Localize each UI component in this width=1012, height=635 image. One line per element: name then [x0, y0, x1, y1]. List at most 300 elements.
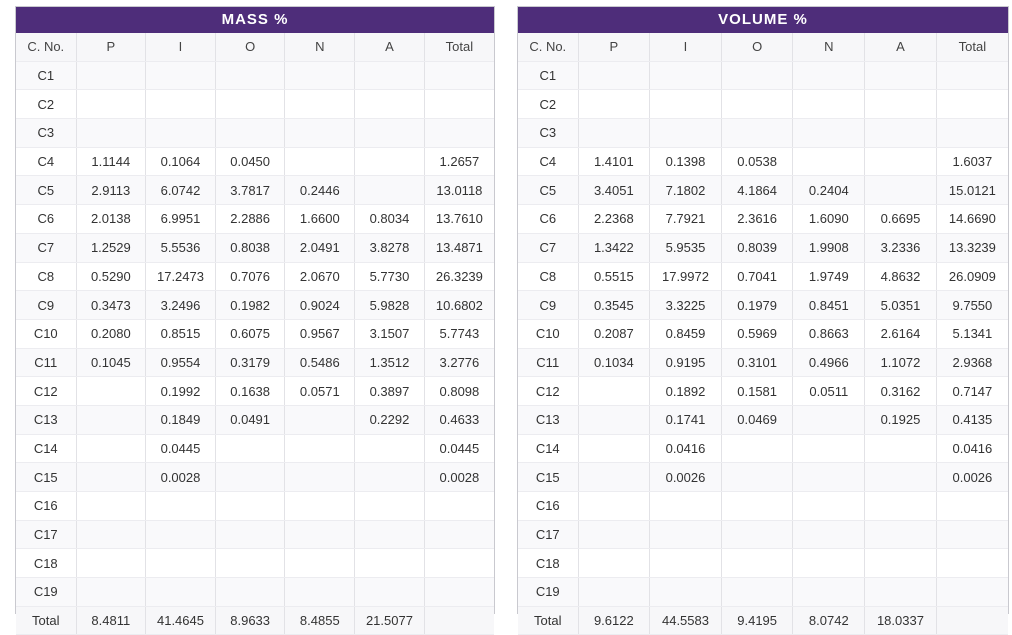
table-cell — [936, 520, 1008, 549]
table-cell: 4.8632 — [865, 262, 937, 291]
table-cell: 13.7610 — [424, 205, 494, 234]
carbon-number-cell: C8 — [16, 262, 76, 291]
volume-column-header: P — [578, 33, 650, 61]
table-row — [16, 61, 494, 90]
table-cell: 7.7921 — [650, 205, 722, 234]
table-cell: 14.6690 — [936, 205, 1008, 234]
table-cell — [424, 549, 494, 578]
table-row — [518, 262, 1008, 291]
table-cell: 17.2473 — [146, 262, 216, 291]
table-cell — [578, 405, 650, 434]
table-cell: 0.5290 — [76, 262, 146, 291]
table-row — [518, 377, 1008, 406]
carbon-number-cell: C6 — [16, 205, 76, 234]
table-cell — [936, 549, 1008, 578]
table-row — [518, 434, 1008, 463]
table-cell: 1.9908 — [793, 233, 865, 262]
table-cell — [355, 90, 425, 119]
table-row — [518, 578, 1008, 607]
table-cell: 3.3225 — [650, 291, 722, 320]
table-row — [518, 291, 1008, 320]
table-cell: 0.8098 — [424, 377, 494, 406]
table-row — [16, 377, 494, 406]
table-row — [518, 119, 1008, 148]
table-cell: 0.1892 — [650, 377, 722, 406]
table-cell — [355, 119, 425, 148]
carbon-number-cell: C13 — [518, 405, 578, 434]
table-cell: 0.3101 — [721, 348, 793, 377]
table-row — [518, 549, 1008, 578]
carbon-number-cell: C18 — [16, 549, 76, 578]
table-cell: 0.1979 — [721, 291, 793, 320]
table-cell — [76, 90, 146, 119]
table-row — [16, 233, 494, 262]
table-cell: 0.3473 — [76, 291, 146, 320]
volume-column-header: Total — [936, 33, 1008, 61]
table-cell — [215, 578, 285, 607]
table-cell — [355, 147, 425, 176]
table-cell — [793, 578, 865, 607]
volume-column-header: I — [650, 33, 722, 61]
table-cell — [865, 119, 937, 148]
total-cell: 8.9633 — [215, 606, 285, 635]
table-cell: 0.1638 — [215, 377, 285, 406]
total-cell: 9.6122 — [578, 606, 650, 635]
table-cell: 0.1034 — [578, 348, 650, 377]
table-cell — [76, 549, 146, 578]
table-cell — [424, 578, 494, 607]
table-cell — [146, 549, 216, 578]
carbon-number-cell: C17 — [16, 520, 76, 549]
table-cell: 3.2336 — [865, 233, 937, 262]
table-cell: 0.3545 — [578, 291, 650, 320]
table-cell: 0.2404 — [793, 176, 865, 205]
carbon-number-cell: C12 — [16, 377, 76, 406]
table-cell — [424, 90, 494, 119]
table-cell: 0.9024 — [285, 291, 355, 320]
table-row — [16, 463, 494, 492]
table-cell: 0.0511 — [793, 377, 865, 406]
table-cell — [355, 61, 425, 90]
table-cell: 0.0445 — [146, 434, 216, 463]
carbon-number-cell: C12 — [518, 377, 578, 406]
carbon-number-cell: C14 — [518, 434, 578, 463]
table-cell: 0.7076 — [215, 262, 285, 291]
total-cell: 18.0337 — [865, 606, 937, 635]
table-cell: 0.1581 — [721, 377, 793, 406]
table-row — [16, 205, 494, 234]
table-cell — [793, 90, 865, 119]
mass-column-header: N — [285, 33, 355, 61]
table-cell — [721, 520, 793, 549]
table-row — [518, 463, 1008, 492]
table-cell — [355, 520, 425, 549]
table-cell: 0.3897 — [355, 377, 425, 406]
table-cell — [578, 119, 650, 148]
carbon-number-cell: C11 — [518, 348, 578, 377]
table-cell: 5.0351 — [865, 291, 937, 320]
table-cell — [215, 492, 285, 521]
table-cell: 1.2529 — [76, 233, 146, 262]
table-row — [518, 319, 1008, 348]
table-cell — [285, 119, 355, 148]
table-cell — [76, 578, 146, 607]
carbon-number-cell: C2 — [16, 90, 76, 119]
table-cell — [285, 147, 355, 176]
carbon-number-cell: C3 — [518, 119, 578, 148]
table-cell — [650, 578, 722, 607]
table-row — [518, 233, 1008, 262]
carbon-number-cell: C14 — [16, 434, 76, 463]
volume-table — [518, 33, 1008, 635]
table-cell — [793, 405, 865, 434]
table-cell — [146, 492, 216, 521]
table-cell: 5.7730 — [355, 262, 425, 291]
table-cell — [865, 463, 937, 492]
mass-table — [16, 33, 494, 635]
table-cell: 2.2368 — [578, 205, 650, 234]
table-cell — [285, 492, 355, 521]
table-cell: 0.0028 — [146, 463, 216, 492]
table-cell: 0.1925 — [865, 405, 937, 434]
carbon-number-cell: C10 — [16, 319, 76, 348]
table-cell: 0.3179 — [215, 348, 285, 377]
table-cell — [721, 119, 793, 148]
total-label: Total — [518, 606, 578, 635]
volume-column-header: O — [721, 33, 793, 61]
volume-column-header: N — [793, 33, 865, 61]
table-cell — [865, 578, 937, 607]
table-cell — [285, 549, 355, 578]
table-cell: 0.1741 — [650, 405, 722, 434]
volume-total-row — [518, 606, 1008, 635]
table-cell — [865, 549, 937, 578]
total-label: Total — [16, 606, 76, 635]
table-cell: 3.1507 — [355, 319, 425, 348]
table-row — [518, 405, 1008, 434]
table-cell: 0.0450 — [215, 147, 285, 176]
table-cell — [76, 377, 146, 406]
table-cell — [865, 176, 937, 205]
mass-body — [16, 61, 494, 606]
table-cell — [936, 119, 1008, 148]
table-cell — [355, 176, 425, 205]
table-row — [16, 578, 494, 607]
mass-column-header: I — [146, 33, 216, 61]
table-cell — [793, 119, 865, 148]
table-cell: 5.9828 — [355, 291, 425, 320]
carbon-number-cell: C5 — [518, 176, 578, 205]
table-cell — [865, 147, 937, 176]
table-cell — [793, 492, 865, 521]
total-cell: 41.4645 — [146, 606, 216, 635]
table-cell: 2.3616 — [721, 205, 793, 234]
table-cell — [793, 549, 865, 578]
table-cell — [721, 578, 793, 607]
table-cell: 0.0026 — [936, 463, 1008, 492]
carbon-number-cell: C4 — [16, 147, 76, 176]
carbon-number-cell: C17 — [518, 520, 578, 549]
carbon-number-cell: C15 — [518, 463, 578, 492]
table-cell: 13.3239 — [936, 233, 1008, 262]
table-cell — [721, 434, 793, 463]
volume-title: VOLUME % — [518, 7, 1008, 33]
carbon-number-cell: C7 — [16, 233, 76, 262]
table-cell — [865, 520, 937, 549]
mass-column-header: A — [355, 33, 425, 61]
carbon-number-cell: C4 — [518, 147, 578, 176]
table-cell — [650, 492, 722, 521]
table-cell: 2.6164 — [865, 319, 937, 348]
table-cell — [793, 463, 865, 492]
mass-column-header: C. No. — [16, 33, 76, 61]
table-cell: 2.0138 — [76, 205, 146, 234]
table-cell: 0.2446 — [285, 176, 355, 205]
table-cell — [215, 90, 285, 119]
table-cell — [650, 549, 722, 578]
table-row — [16, 291, 494, 320]
table-row — [518, 176, 1008, 205]
table-row — [16, 348, 494, 377]
table-cell: 15.0121 — [936, 176, 1008, 205]
table-cell — [355, 434, 425, 463]
table-cell: 0.9554 — [146, 348, 216, 377]
table-row — [16, 520, 494, 549]
table-cell — [285, 405, 355, 434]
table-cell — [650, 119, 722, 148]
table-cell: 0.1064 — [146, 147, 216, 176]
table-cell — [578, 377, 650, 406]
table-cell — [76, 61, 146, 90]
carbon-number-cell: C15 — [16, 463, 76, 492]
table-row — [518, 147, 1008, 176]
table-cell: 0.6075 — [215, 319, 285, 348]
table-cell: 0.2080 — [76, 319, 146, 348]
table-cell: 0.1992 — [146, 377, 216, 406]
carbon-number-cell: C18 — [518, 549, 578, 578]
table-cell — [215, 520, 285, 549]
mass-header-row — [16, 33, 494, 61]
table-cell — [76, 492, 146, 521]
table-cell: 0.7041 — [721, 262, 793, 291]
carbon-number-cell: C5 — [16, 176, 76, 205]
table-cell — [215, 549, 285, 578]
total-cell: 8.4811 — [76, 606, 146, 635]
table-cell: 0.0491 — [215, 405, 285, 434]
table-cell — [285, 434, 355, 463]
mass-column-header: P — [76, 33, 146, 61]
table-row — [518, 520, 1008, 549]
table-cell — [578, 463, 650, 492]
table-cell: 1.3512 — [355, 348, 425, 377]
carbon-number-cell: C16 — [518, 492, 578, 521]
carbon-number-cell: C6 — [518, 205, 578, 234]
table-cell — [355, 463, 425, 492]
table-row — [16, 319, 494, 348]
table-cell — [146, 578, 216, 607]
table-cell: 1.3422 — [578, 233, 650, 262]
table-cell: 1.6600 — [285, 205, 355, 234]
mass-panel — [15, 6, 495, 629]
table-cell — [355, 549, 425, 578]
table-cell — [650, 61, 722, 90]
table-row — [518, 205, 1008, 234]
table-row — [518, 61, 1008, 90]
table-cell: 0.8451 — [793, 291, 865, 320]
table-cell — [865, 61, 937, 90]
table-cell: 0.5486 — [285, 348, 355, 377]
volume-column-header: C. No. — [518, 33, 578, 61]
carbon-number-cell: C9 — [16, 291, 76, 320]
table-cell — [285, 61, 355, 90]
table-cell — [650, 520, 722, 549]
carbon-number-cell: C3 — [16, 119, 76, 148]
table-row — [16, 434, 494, 463]
table-cell: 0.0416 — [936, 434, 1008, 463]
table-cell: 0.0028 — [424, 463, 494, 492]
table-cell — [578, 492, 650, 521]
table-cell: 0.6695 — [865, 205, 937, 234]
table-cell: 2.0491 — [285, 233, 355, 262]
mass-total-row — [16, 606, 494, 635]
table-cell: 0.8663 — [793, 319, 865, 348]
carbon-number-cell: C11 — [16, 348, 76, 377]
table-cell — [578, 520, 650, 549]
table-cell: 3.4051 — [578, 176, 650, 205]
table-cell — [578, 90, 650, 119]
carbon-number-cell: C16 — [16, 492, 76, 521]
table-cell: 17.9972 — [650, 262, 722, 291]
table-cell: 9.7550 — [936, 291, 1008, 320]
table-cell — [721, 492, 793, 521]
table-cell: 1.9749 — [793, 262, 865, 291]
table-cell — [146, 90, 216, 119]
table-cell — [285, 520, 355, 549]
table-cell: 0.5969 — [721, 319, 793, 348]
table-cell: 1.6037 — [936, 147, 1008, 176]
table-cell — [936, 578, 1008, 607]
table-cell: 0.8459 — [650, 319, 722, 348]
mass-column-header: O — [215, 33, 285, 61]
total-cell: 44.5583 — [650, 606, 722, 635]
table-cell — [936, 90, 1008, 119]
table-cell: 2.0670 — [285, 262, 355, 291]
carbon-number-cell: C10 — [518, 319, 578, 348]
table-cell — [721, 549, 793, 578]
table-cell — [793, 147, 865, 176]
table-cell: 1.4101 — [578, 147, 650, 176]
table-row — [16, 549, 494, 578]
table-cell — [355, 578, 425, 607]
table-cell — [146, 61, 216, 90]
table-cell: 0.0571 — [285, 377, 355, 406]
table-cell: 0.1982 — [215, 291, 285, 320]
table-cell: 0.8039 — [721, 233, 793, 262]
table-cell — [424, 520, 494, 549]
table-cell: 3.8278 — [355, 233, 425, 262]
table-cell: 6.0742 — [146, 176, 216, 205]
table-cell — [793, 61, 865, 90]
total-cell: 8.4855 — [285, 606, 355, 635]
table-cell: 0.8038 — [215, 233, 285, 262]
table-cell: 0.0538 — [721, 147, 793, 176]
mass-column-header: Total — [424, 33, 494, 61]
table-row — [518, 90, 1008, 119]
table-cell — [721, 61, 793, 90]
table-cell — [865, 90, 937, 119]
table-cell: 0.9567 — [285, 319, 355, 348]
table-cell: 0.1398 — [650, 147, 722, 176]
table-row — [518, 492, 1008, 521]
table-cell — [146, 520, 216, 549]
volume-body — [518, 61, 1008, 606]
table-cell: 0.4135 — [936, 405, 1008, 434]
table-row — [16, 90, 494, 119]
table-cell — [424, 119, 494, 148]
table-cell: 3.7817 — [215, 176, 285, 205]
table-cell: 1.1072 — [865, 348, 937, 377]
table-row — [16, 176, 494, 205]
table-cell: 13.4871 — [424, 233, 494, 262]
volume-panel — [517, 6, 1009, 629]
table-cell — [793, 520, 865, 549]
table-cell: 0.1045 — [76, 348, 146, 377]
table-cell: 6.9951 — [146, 205, 216, 234]
table-cell: 4.1864 — [721, 176, 793, 205]
table-cell: 0.2292 — [355, 405, 425, 434]
table-row — [16, 262, 494, 291]
table-cell: 0.4633 — [424, 405, 494, 434]
table-cell — [865, 492, 937, 521]
total-cell — [424, 606, 494, 635]
table-cell: 3.2496 — [146, 291, 216, 320]
table-cell: 0.4966 — [793, 348, 865, 377]
table-cell: 1.1144 — [76, 147, 146, 176]
table-cell — [285, 463, 355, 492]
table-cell — [650, 90, 722, 119]
table-cell: 0.8515 — [146, 319, 216, 348]
carbon-number-cell: C13 — [16, 405, 76, 434]
table-cell: 2.2886 — [215, 205, 285, 234]
table-cell: 26.0909 — [936, 262, 1008, 291]
volume-column-header: A — [865, 33, 937, 61]
table-cell: 5.1341 — [936, 319, 1008, 348]
table-cell — [215, 463, 285, 492]
table-cell: 1.2657 — [424, 147, 494, 176]
table-cell — [424, 61, 494, 90]
table-row — [518, 348, 1008, 377]
table-cell: 13.0118 — [424, 176, 494, 205]
table-cell: 0.8034 — [355, 205, 425, 234]
table-cell: 0.5515 — [578, 262, 650, 291]
table-cell — [76, 119, 146, 148]
table-cell — [285, 578, 355, 607]
carbon-number-cell: C2 — [518, 90, 578, 119]
table-cell: 5.9535 — [650, 233, 722, 262]
table-cell — [424, 492, 494, 521]
table-cell: 0.7147 — [936, 377, 1008, 406]
table-cell — [215, 434, 285, 463]
table-cell — [76, 405, 146, 434]
carbon-number-cell: C19 — [518, 578, 578, 607]
table-row — [16, 147, 494, 176]
table-cell: 10.6802 — [424, 291, 494, 320]
table-cell — [721, 463, 793, 492]
table-cell: 0.3162 — [865, 377, 937, 406]
carbon-number-cell: C19 — [16, 578, 76, 607]
table-cell — [793, 434, 865, 463]
total-cell: 9.4195 — [721, 606, 793, 635]
